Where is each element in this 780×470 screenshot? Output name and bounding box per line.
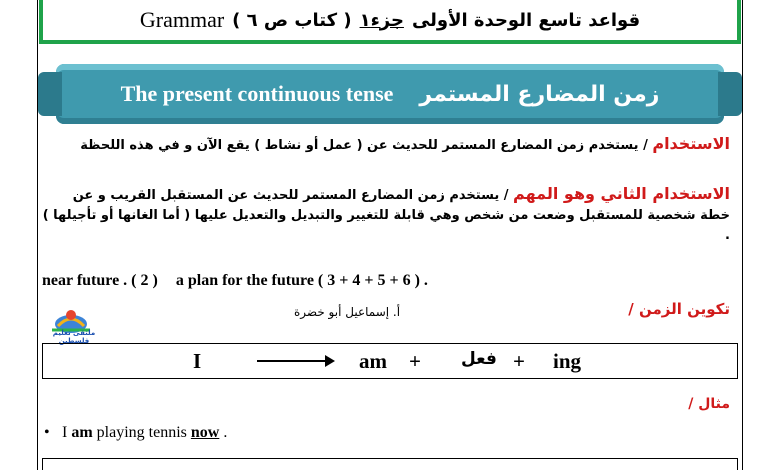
formula-subject: I <box>193 348 202 373</box>
bottom-box <box>42 458 738 470</box>
example-word: tennis <box>148 424 187 441</box>
header-title-ar-part-text: جزء١ <box>359 9 404 31</box>
arrow-right-icon <box>257 360 333 362</box>
usage-text: يستخدم زمن المضارع المستمر للحديث عن ( عمل أو نشاط ) يقع الآن و في هذه اللحظة <box>80 138 639 153</box>
example-word: I <box>62 424 68 441</box>
header-title-ar-ref: ( كتاب ص ٦ ) <box>232 9 352 31</box>
formula-aux: am <box>359 348 387 373</box>
example-sentence <box>44 424 227 442</box>
header-banner <box>39 0 741 44</box>
header-title-ar: قواعد تاسع الوحدة الأولى <box>411 9 641 31</box>
author-credit: أ. إسماعيل أبو خضرة <box>294 305 401 319</box>
example-aux: am <box>71 424 93 441</box>
logo-caption: ملتقى تعليم فلسطين <box>52 329 96 345</box>
ribbon-title-ar: زمن المضارع المستمر <box>419 81 660 107</box>
bullet-icon: • <box>44 424 50 441</box>
header-title <box>140 7 640 33</box>
formula-suffix: ing <box>553 348 582 373</box>
formula-plus: + <box>409 348 421 373</box>
english-note-part2: a plan for the future ( 3 + 4 + 5 + 6 ) . <box>175 272 428 289</box>
second-usage-text: / يستخدم زمن المضارع المستمر للحديث عن المستقبل القريب و عن خطة شخصية للمستقبل وضعت من شخص وهي قابلة للتغيير والتبديل والتعديل عليها ( أما الغانها أو تأجيلها ) . <box>42 188 730 243</box>
header-title-ar-part <box>360 10 404 31</box>
example-period: . <box>223 424 228 441</box>
second-usage-paragraph <box>40 184 730 246</box>
example-verb <box>97 424 145 441</box>
usage-slash: / <box>643 138 648 153</box>
second-usage-label: الاستخدام الثاني وهو المهم <box>513 184 730 203</box>
example-verb-base: play <box>96 424 125 441</box>
header-title-en: Grammar <box>139 7 225 32</box>
english-note-part1: near future . ( 2 ) <box>42 272 158 289</box>
example-label: مثال / <box>688 396 730 412</box>
formula-plus: + <box>513 348 525 373</box>
example-verb-suffix: ing <box>124 424 145 441</box>
formation-label: تكوين الزمن / <box>628 300 730 318</box>
title-ribbon <box>56 64 724 124</box>
ribbon-content <box>56 64 724 124</box>
ribbon-title-en: The present continuous tense <box>120 81 394 106</box>
usage-label: الاستخدام <box>652 134 730 153</box>
formula-box <box>42 343 738 379</box>
usage-line <box>40 134 730 156</box>
example-time-word: now <box>190 424 220 441</box>
english-note <box>42 272 428 290</box>
formula-verb: فعل <box>461 349 497 369</box>
